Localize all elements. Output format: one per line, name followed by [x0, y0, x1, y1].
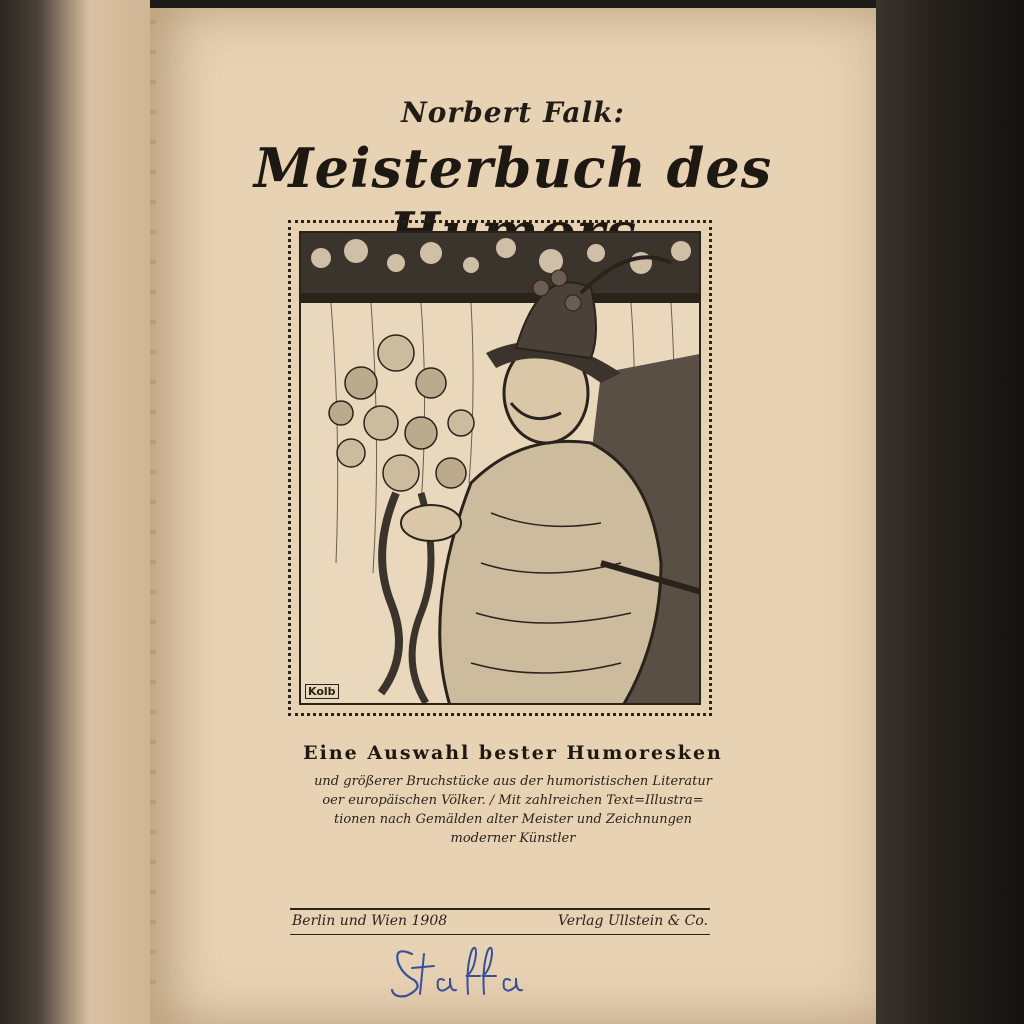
illustration	[299, 231, 701, 705]
book-edge	[876, 0, 1024, 1024]
title-page	[150, 8, 876, 1024]
book-title: Meisterbuch des	[253, 136, 773, 200]
description-line: und größerer Bruchstücke aus der humoristischen Literatur	[314, 774, 712, 789]
imprint-publisher: Verlag Ullstein & Co.	[557, 913, 708, 929]
binding-stitches	[150, 20, 156, 1010]
description-line: moderner Künstler	[450, 831, 576, 846]
imprint-rule-bottom	[290, 934, 710, 935]
description-line: oer europäischen Völker. / Mit zahlreichen Text=Illustra=	[322, 793, 704, 808]
book-spine	[0, 0, 150, 1024]
handwritten-signature	[384, 936, 524, 1006]
artist-signature: Kolb	[305, 684, 339, 699]
imprint-rule-top	[290, 908, 710, 910]
illustration-drawing	[301, 233, 701, 705]
subtitle: Eine Auswahl bester Humoresken	[303, 742, 723, 764]
description	[280, 772, 746, 848]
description-line: tionen nach Gemälden alter Meister und Zeichnungen	[333, 812, 693, 827]
author-name: Norbert Falk:	[401, 96, 625, 129]
imprint-place-date: Berlin und Wien 1908	[292, 913, 448, 929]
illustration-frame	[288, 220, 712, 716]
